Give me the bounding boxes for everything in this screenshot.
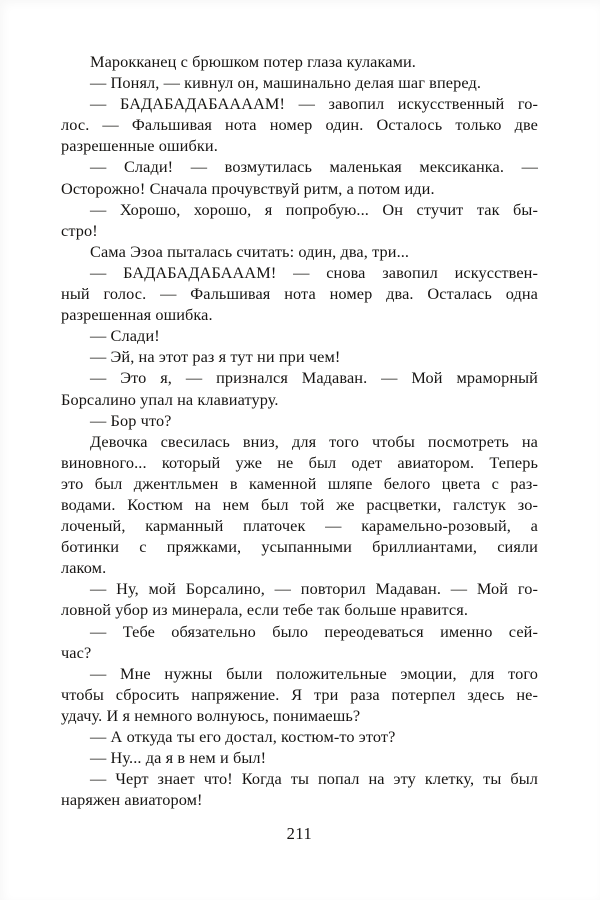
text-line: чтобы сбросить напряжение. Я три раза потерпел здесь не- (61, 684, 538, 704)
page-number: 211 (286, 824, 313, 843)
text-line: удачу. И я немного волнуюсь, понимаешь? (61, 705, 361, 725)
text-line: Марокканец с брюшком потер глаза кулаками. (90, 52, 416, 71)
text-line: это был джентльмен в каменной шляпе белого цвета с раз- (61, 473, 538, 493)
text-line: — Бор что? (90, 410, 172, 430)
text-line: Осторожно! Сначала прочувствуй ритм, а потом иди. (61, 178, 435, 198)
text-line: лаком. (61, 558, 107, 578)
text-line: Сама Эзоа пыталась считать: один, два, три... (90, 241, 410, 261)
text-line: час? (61, 642, 92, 662)
text-line: — Понял, — кивнул он, машинально делая шаг вперед. (90, 73, 481, 93)
text-line: — Тебе обязательно было переодеваться именно сей- (90, 621, 538, 641)
text-line: — Хорошо, хорошо, я попробую... Он стучит так бы- (90, 199, 538, 219)
text-line: разрешенные ошибки. (61, 136, 218, 156)
text-line: лос. — Фальшивая нота номер один. Осталось только две (61, 115, 538, 135)
text-line: — Это я, — признался Мадаван. — Мой мраморный (90, 368, 538, 388)
text-line: — Мне нужны были положительные эмоции, для того (90, 663, 538, 683)
text-line: — Эй, на этот раз я тут ни при чем! (90, 347, 341, 367)
text-line: Девочка свесилась вниз, для того чтобы посмотреть на (90, 431, 538, 451)
text-line: — БАДАБАДАБААААМ! — завопил искусственный го- (90, 94, 538, 114)
text-line: разрешенная ошибка. (61, 305, 213, 325)
text-line: лоченый, карманный платочек — карамельно-розовый, а (61, 516, 538, 536)
text-line: — Ну, мой Борсалино, — повторил Мадаван. — Мой го- (90, 579, 538, 599)
text-line: — Черт знает что! Когда ты попал на эту клетку, ты был (90, 769, 538, 789)
text-line: — БАДАБАДАБАААМ! — снова завопил искусствен- (90, 262, 538, 282)
text-line: ловной убор из минерала, если тебе так больше нравится. (61, 600, 468, 620)
text-line: — А откуда ты его достал, костюм-то этот? (90, 727, 396, 746)
text-block (61, 51, 538, 810)
text-line: — Ну... да я в нем и был! (90, 748, 267, 768)
text-line: — Слади! — возмутилась маленькая мексиканка. — (90, 157, 538, 177)
text-line: — Слади! (90, 326, 160, 346)
text-line: ный голос. — Фальшивая нота номер два. Осталась одна (61, 284, 538, 304)
text-line: виновного... который уже не был одет авиатором. Теперь (61, 452, 538, 472)
text-line: ботинки с пряжками, усыпанными бриллиантами, сияли (61, 537, 538, 557)
text-line: Борсалино упал на клавиатуру. (61, 389, 279, 409)
text-line: водами. Костюм на нем был той же расцветки, галстук зо- (61, 494, 538, 514)
text-line: стро! (61, 220, 98, 240)
text-line: наряжен авиатором! (61, 790, 203, 810)
